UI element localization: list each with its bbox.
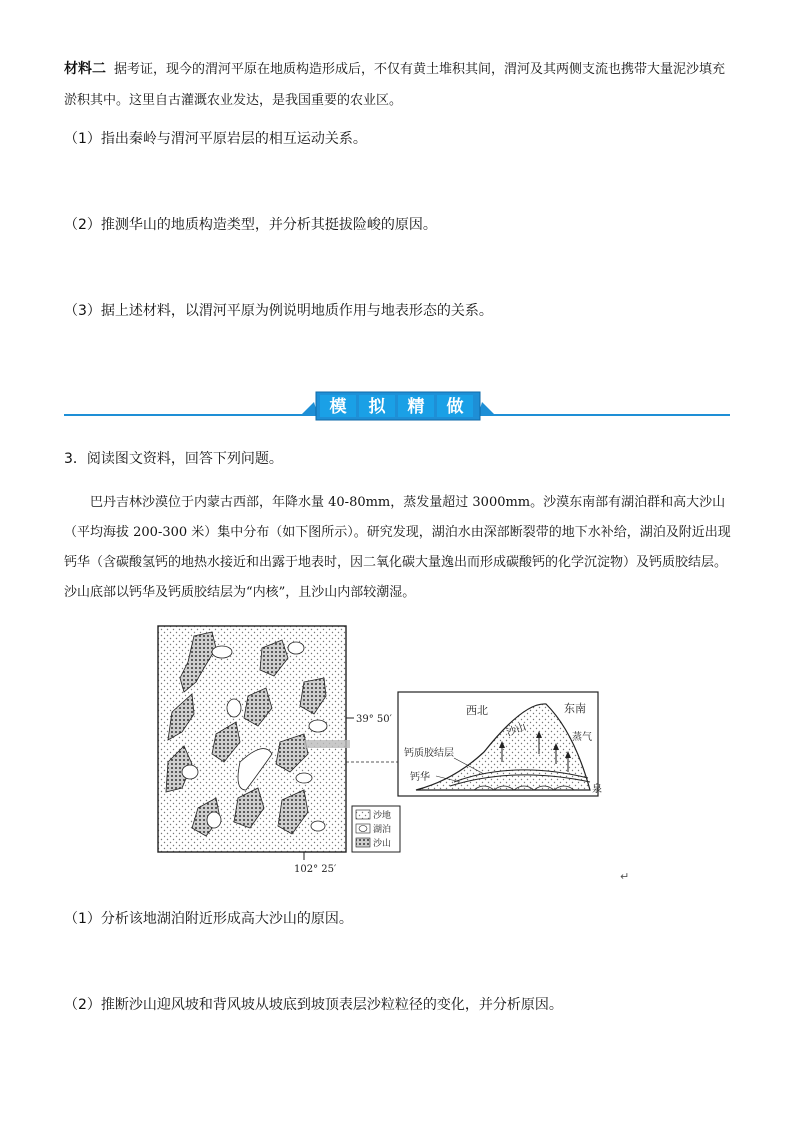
desert-map-figure xyxy=(154,622,620,884)
blurred-watermark xyxy=(304,740,350,748)
question-3-sub1: （1）分析该地湖泊附近形成高大沙山的原因。 xyxy=(64,911,353,927)
cement-layer-label: 钙质胶结层 xyxy=(404,748,454,759)
spring-label: 泉 xyxy=(592,784,602,795)
lake-shape xyxy=(311,821,325,831)
lake-shape xyxy=(309,720,327,732)
cross-section xyxy=(398,692,602,796)
legend-lake-label: 湖泊 xyxy=(373,825,392,835)
lake-shape xyxy=(296,773,312,783)
legend-sand-swatch xyxy=(356,810,370,819)
legend-dune-swatch xyxy=(356,838,370,847)
travertine-label: 钙华 xyxy=(410,772,430,783)
evaporation-label: 蒸气 xyxy=(572,732,592,743)
northwest-label: 西北 xyxy=(466,704,488,717)
question-a2: （2）推测华山的地质构造类型，并分析其挺拔险峻的原因。 xyxy=(64,217,437,233)
question-3-sub2: （2）推断沙山迎风坡和背风坡从坡底到坡顶表层沙粒粒径的变化，并分析原因。 xyxy=(64,997,563,1013)
question-3-paragraph-text: 巴丹吉林沙漠位于内蒙古西部，年降水量 40-80mm，蒸发量超过 3000mm。沙漠东南部有湖泊群和高大沙山（平均海拔 200-300 米）集中分布（如下图所示）。研究发现，湖泊水由深部断裂带的地下水补给，湖泊及附近出现钙华（含碳酸氢钙的地热水接近和出露于地表时，因二氧化碳大量逸出而形成碳酸钙的化学沉淀物）及钙质胶结层。沙山底部以钙华及钙质胶结层为“内核”，且沙山内部较潮湿。 xyxy=(64,495,731,600)
legend-dune-label: 沙山 xyxy=(373,839,392,849)
question-3-stem: 3．阅读图文资料，回答下列问题。 xyxy=(64,451,283,467)
longitude-label: 102° 25′ xyxy=(294,864,337,875)
sand-mountain-label: 沙山 xyxy=(505,721,528,739)
material-two-text: 据考证，现今的渭河平原在地质构造形成后，不仅有黄土堆积其间，渭河及其两侧支流也携带大量泥沙填充淤积其中。这里自古灌溉农业发达，是我国重要的农业区。 xyxy=(64,62,726,108)
lake-shape xyxy=(288,642,304,654)
section-banner xyxy=(300,388,496,424)
lake-shape xyxy=(212,646,232,658)
paragraph-mark: ↵ xyxy=(620,870,630,883)
question-3-paragraph xyxy=(64,488,732,608)
legend-sand-label: 沙地 xyxy=(373,811,392,821)
question-a1: （1）指出秦岭与渭河平原岩层的相互运动关系。 xyxy=(64,131,367,147)
lake-shape xyxy=(227,699,241,717)
southeast-label: 东南 xyxy=(564,702,586,715)
question-a3: （3）据上述材料，以渭河平原为例说明地质作用与地表形态的关系。 xyxy=(64,303,493,319)
banner-char-4: 做 xyxy=(446,397,464,417)
banner-char-3: 精 xyxy=(407,397,425,417)
material-two xyxy=(64,54,732,116)
map-legend xyxy=(352,806,400,852)
latitude-label: 39° 50′ xyxy=(356,714,392,725)
banner-char-2: 拟 xyxy=(368,397,386,417)
lake-shape xyxy=(207,812,221,828)
lake-shape xyxy=(182,765,198,779)
banner-char-1: 模 xyxy=(329,397,347,417)
material-two-label: 材料二 xyxy=(64,61,106,77)
